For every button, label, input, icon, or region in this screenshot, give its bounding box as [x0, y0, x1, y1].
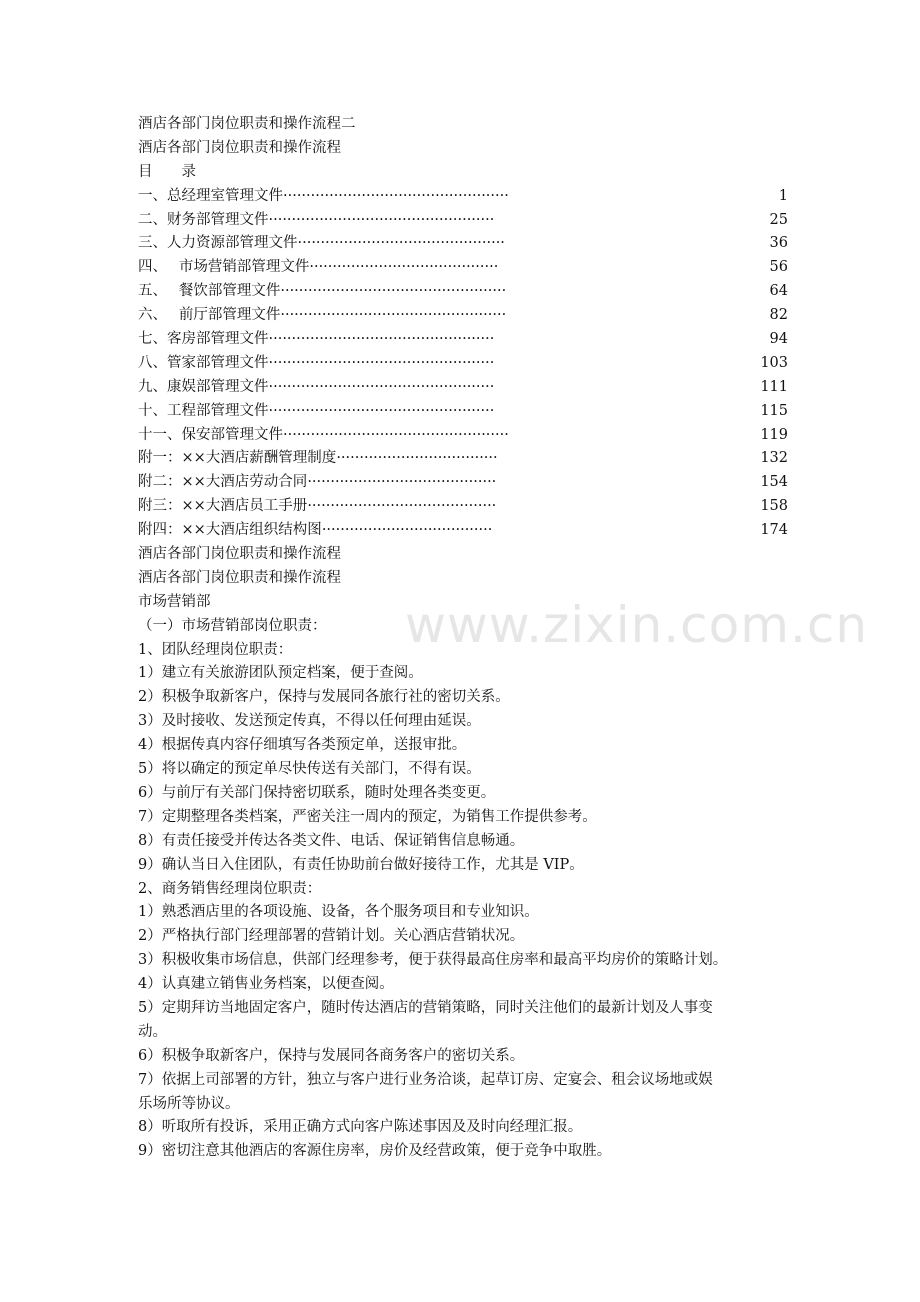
toc-entry-page: 119 [760, 426, 788, 443]
list-item: 3）及时接收、发送预定传真，不得以任何理由延误。 [138, 713, 481, 730]
toc-entry [138, 280, 788, 304]
toc-entry-label: 三、人力资源部管理文件 [138, 235, 298, 252]
toc-entry [138, 352, 788, 376]
watermark: www.zixin.com.cn [405, 596, 869, 654]
list-item: 7）依据上司部署的方针，独立与客户进行业务洽谈，起草订房、定宴会、租会议场地或娱 [138, 1071, 713, 1088]
toc-entry [138, 328, 788, 352]
list-item: 5）定期拜访当地固定客户，随时传达酒店的营销策略，同时关注他们的最新计划及人事变 [138, 999, 713, 1016]
toc-entry-label: 六、 前厅部管理文件 [138, 307, 281, 324]
toc-entry-label: 五、 餐饮部管理文件 [138, 283, 281, 300]
toc-entry [138, 256, 788, 280]
toc-entry-label: 十、工程部管理文件 [138, 402, 269, 419]
list-item: 乐场所等协议。 [138, 1095, 240, 1112]
department-heading: 市场营销部 [138, 593, 211, 610]
toc-entry [138, 519, 788, 543]
toc-entry-leader: ········································· [307, 474, 497, 491]
list-item: 9）确认当日入住团队，有责任协助前台做好接待工作，尤其是 VIP。 [138, 856, 584, 873]
toc-entry [138, 447, 788, 471]
document-title: 酒店各部门岗位职责和操作流程二 [138, 116, 356, 132]
duties-heading: （一）市场营销部岗位职责： [138, 617, 327, 634]
toc-entry-page: 132 [760, 450, 788, 467]
toc-entry [138, 209, 788, 233]
toc-entry-label: 九、康娱部管理文件 [138, 378, 269, 395]
toc-entry-page: 154 [760, 474, 788, 491]
section-title: 酒店各部门岗位职责和操作流程 [138, 546, 341, 563]
toc-entry-page: 115 [760, 402, 788, 419]
list-item: 8）听取所有投诉，采用正确方式向客户陈述事因及及时向经理汇报。 [138, 1119, 583, 1136]
toc-entry-page: 64 [769, 283, 788, 300]
toc-entry-leader: ····································· [321, 522, 493, 539]
toc-entry-leader: ················································· [268, 211, 495, 228]
business-manager-list [138, 901, 788, 1164]
toc-entry-leader: ················································· [268, 354, 495, 371]
toc-entry-leader: ················································· [268, 378, 495, 395]
list-item: 2）严格执行部门经理部署的营销计划。关心酒店营销状况。 [138, 928, 525, 945]
group-manager-list [138, 662, 788, 877]
toc-entry-page: 174 [760, 522, 788, 539]
toc-entry [138, 185, 788, 209]
toc-entry-page: 103 [760, 354, 788, 371]
toc-entry-page: 158 [760, 498, 788, 515]
toc-entry-page: 111 [760, 378, 788, 395]
list-item: 3）积极收集市场信息，供部门经理参考，便于获得最高住房率和最高平均房价的策略计划。 [138, 952, 728, 969]
toc-entry-leader: ············································· [297, 235, 505, 252]
list-item: 6）积极争取新客户，保持与发展同各商务客户的密切关系。 [138, 1047, 525, 1064]
toc-entry [138, 495, 788, 519]
toc-entry-label: 附四：××大酒店组织结构图 [138, 522, 322, 539]
list-item: 7）定期整理各类档案，严密关注一周内的预定，为销售工作提供参考。 [138, 808, 597, 825]
toc-entry-label: 附三：××大酒店员工手册 [138, 498, 308, 515]
toc-entry-leader: ················································· [283, 426, 509, 443]
toc-entry-label: 七、客房部管理文件 [138, 331, 269, 348]
toc-entry-label: 附一：××大酒店薪酬管理制度 [138, 450, 337, 467]
toc-entry-page: 25 [769, 211, 788, 228]
toc-entry [138, 471, 788, 495]
business-manager-heading: 2、商务销售经理岗位职责： [138, 880, 322, 897]
document-page [138, 113, 788, 1164]
list-item: 2）积极争取新客户，保持与发展同各旅行社的密切关系。 [138, 689, 510, 706]
list-item: 4）认真建立销售业务档案，以便查阅。 [138, 976, 394, 993]
list-item: 6）与前厅有关部门保持密切联系，随时处理各类变更。 [138, 784, 496, 801]
toc-entry [138, 232, 788, 256]
toc-entry-leader: ················································· [280, 307, 507, 324]
section-title: 酒店各部门岗位职责和操作流程 [138, 569, 341, 586]
document-subtitle: 酒店各部门岗位职责和操作流程 [138, 139, 341, 156]
toc-entry-label: 八、管家部管理文件 [138, 354, 269, 371]
toc-entry-page: 1 [778, 187, 788, 204]
toc-entry-label: 十一、保安部管理文件 [138, 426, 283, 443]
toc-entry [138, 400, 788, 424]
toc-entry-label: 二、财务部管理文件 [138, 211, 269, 228]
toc-entry-leader: ················································· [268, 402, 495, 419]
toc-entry-leader: ········································· [307, 498, 497, 515]
list-item: 动。 [138, 1023, 167, 1040]
list-item: 1）建立有关旅游团队预定档案，便于查阅。 [138, 665, 423, 682]
toc-entry-leader: ··································· [336, 450, 498, 467]
toc-entry [138, 424, 788, 448]
list-item: 5）将以确定的预定单尽快传送有关部门，不得有误。 [138, 761, 481, 778]
group-manager-heading: 1、团队经理岗位职责： [138, 641, 293, 658]
list-item: 9）密切注意其他酒店的客源住房率，房价及经营政策，便于竞争中取胜。 [138, 1143, 612, 1160]
toc-entry-page: 56 [769, 259, 788, 276]
toc-entry-leader: ················································· [280, 283, 507, 300]
toc-entry-label: 一、总经理室管理文件 [138, 187, 283, 204]
toc-entry-leader: ········································· [309, 259, 499, 276]
toc-entry-page: 94 [769, 331, 788, 348]
toc-entry [138, 304, 788, 328]
toc-entry [138, 376, 788, 400]
list-item: 1）熟悉酒店里的各项设施、设备，各个服务项目和专业知识。 [138, 904, 539, 921]
table-of-contents [138, 185, 788, 543]
toc-entry-leader: ················································· [268, 331, 495, 348]
toc-entry-page: 36 [769, 235, 788, 252]
toc-entry-label: 四、 市场营销部管理文件 [138, 259, 310, 276]
toc-entry-leader: ················································· [283, 187, 509, 204]
toc-entry-page: 82 [769, 307, 788, 324]
list-item: 8）有责任接受并传达各类文件、电话、保证销售信息畅通。 [138, 832, 525, 849]
list-item: 4）根据传真内容仔细填写各类预定单，送报审批。 [138, 737, 467, 754]
toc-entry-label: 附二：××大酒店劳动合同 [138, 474, 308, 491]
toc-heading: 目 录 [138, 163, 196, 180]
